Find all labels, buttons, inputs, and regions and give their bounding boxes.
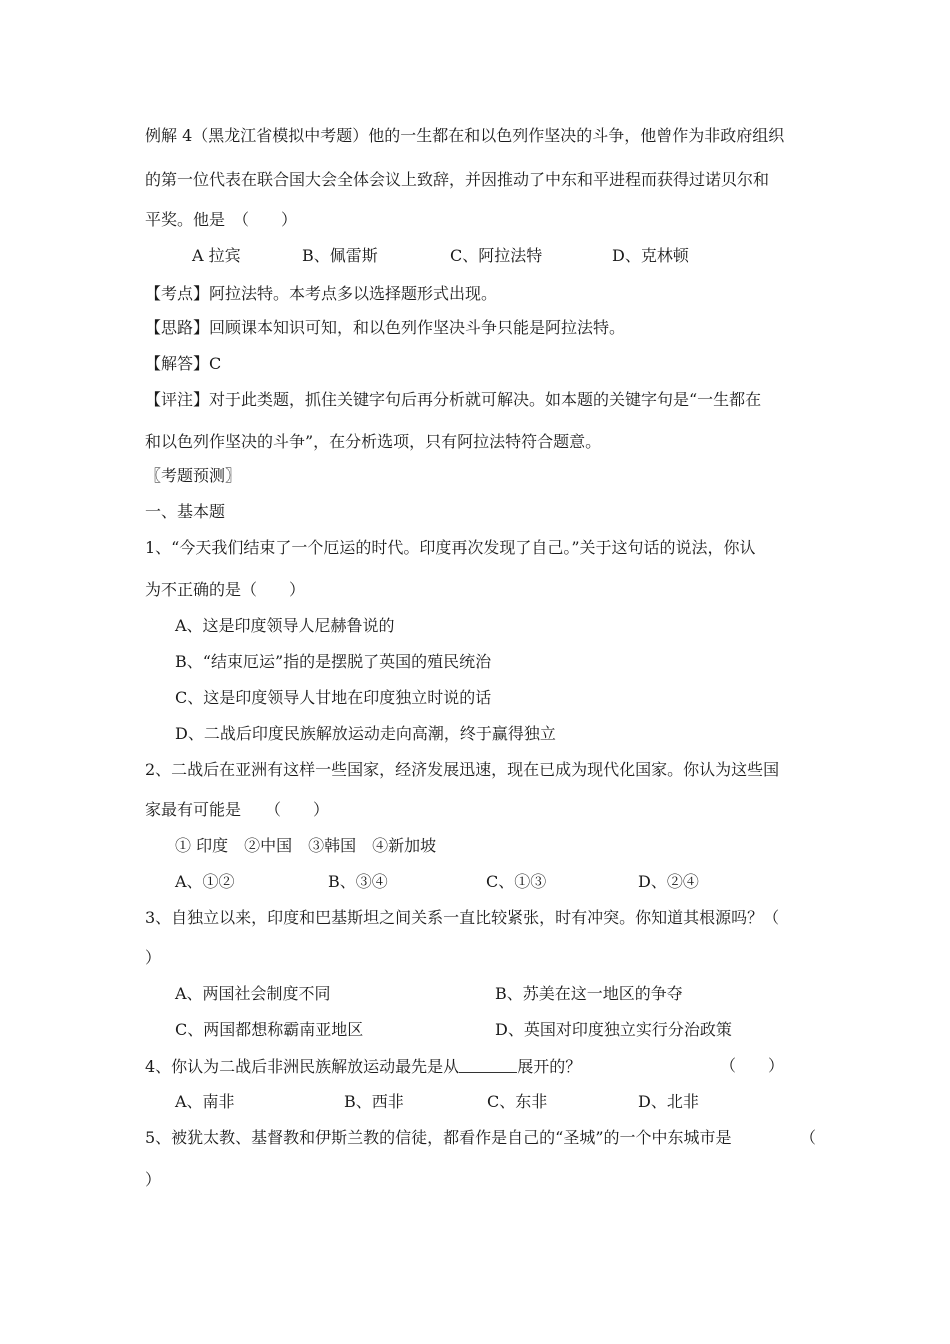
section-title: 一、基本题 xyxy=(145,502,226,521)
example-text-line-2: 的第一位代表在联合国大会全体会议上致辞，并因推动了中东和平进程而获得过诺贝尔和 xyxy=(145,170,770,189)
q5-line-2: ） xyxy=(145,1170,162,1189)
q2-line-1: 2、二战后在亚洲有这样一些国家，经济发展迅速，现在已成为现代化国家。你认为这些国 xyxy=(145,760,780,779)
q4-option-b: B、西非 xyxy=(344,1092,404,1111)
jieda-line: 【解答】C xyxy=(145,354,222,373)
q1-line-1: 1、“今天我们结束了一个厄运的时代。印度再次发现了自己。”关于这句话的说法，你认 xyxy=(145,538,756,557)
forecast-title: 〖考题预测〗 xyxy=(145,466,242,485)
q4-option-a: A、南非 xyxy=(175,1092,235,1111)
q3-option-d: D、英国对印度独立实行分治政策 xyxy=(495,1020,732,1039)
kaodian-line: 【考点】阿拉法特。本考点多以选择题形式出现。 xyxy=(145,284,498,303)
example-option-a: A 拉宾 xyxy=(192,246,241,265)
q4-text-before: 4、你认为二战后非洲民族解放运动最先是从 xyxy=(145,1057,460,1076)
q2-line-2: 家最有可能是 （ ） xyxy=(145,800,330,819)
q3-option-a: A、两国社会制度不同 xyxy=(175,984,331,1003)
q2-option-d: D、②④ xyxy=(638,872,699,891)
q2-items: ① 印度 ②中国 ③韩国 ④新加坡 xyxy=(175,836,437,855)
q1-option-d: D、二战后印度民族解放运动走向高潮，终于赢得独立 xyxy=(175,724,556,743)
pingzhu-line-1: 【评注】对于此类题，抓住关键字句后再分析就可解决。如本题的关键字句是“一生都在 xyxy=(145,390,762,409)
q3-line-1: 3、自独立以来，印度和巴基斯坦之间关系一直比较紧张，时有冲突。你知道其根源吗？（ xyxy=(145,908,780,927)
q4-text-after: 展开的？ xyxy=(517,1057,582,1076)
q3-option-b: B、苏美在这一地区的争夺 xyxy=(495,984,683,1003)
q1-option-c: C、这是印度领导人甘地在印度独立时说的话 xyxy=(175,688,492,707)
q1-line-2: 为不正确的是（ ） xyxy=(145,580,306,599)
example-text-line-3: 平奖。他是 （ ） xyxy=(145,210,298,229)
q4-option-d: D、北非 xyxy=(638,1092,699,1111)
q5-answer-paren: （ xyxy=(800,1128,817,1147)
example-option-d: D、克林顿 xyxy=(612,246,689,265)
example-option-b: B、佩雷斯 xyxy=(302,246,378,265)
q1-option-a: A、这是印度领导人尼赫鲁说的 xyxy=(175,616,395,635)
q2-option-c: C、①③ xyxy=(486,872,547,891)
pingzhu-line-2: 和以色列作坚决的斗争”，在分析选项，只有阿拉法特符合题意。 xyxy=(145,432,602,451)
q5-line-1: 5、被犹太教、基督教和伊斯兰教的信徒，都看作是自己的“圣城”的一个中东城市是 xyxy=(145,1128,732,1147)
silu-line: 【思路】回顾课本知识可知，和以色列作坚决斗争只能是阿拉法特。 xyxy=(145,318,626,337)
q4-line xyxy=(145,1058,581,1075)
q4-answer-paren: （ ） xyxy=(720,1056,785,1075)
q2-option-b: B、③④ xyxy=(328,872,388,891)
q4-fill-blank[interactable] xyxy=(459,1058,517,1073)
q2-option-a: A、①② xyxy=(175,872,235,891)
q3-option-c: C、两国都想称霸南亚地区 xyxy=(175,1020,364,1039)
q3-line-2: ） xyxy=(145,948,162,967)
example-option-c: C、阿拉法特 xyxy=(450,246,543,265)
q4-option-c: C、东非 xyxy=(487,1092,548,1111)
example-text-line-1: 例解 4（黑龙江省模拟中考题）他的一生都在和以色列作坚决的斗争，他曾作为非政府组织 xyxy=(145,126,785,145)
q1-option-b: B、“结束厄运”指的是摆脱了英国的殖民统治 xyxy=(175,652,492,671)
